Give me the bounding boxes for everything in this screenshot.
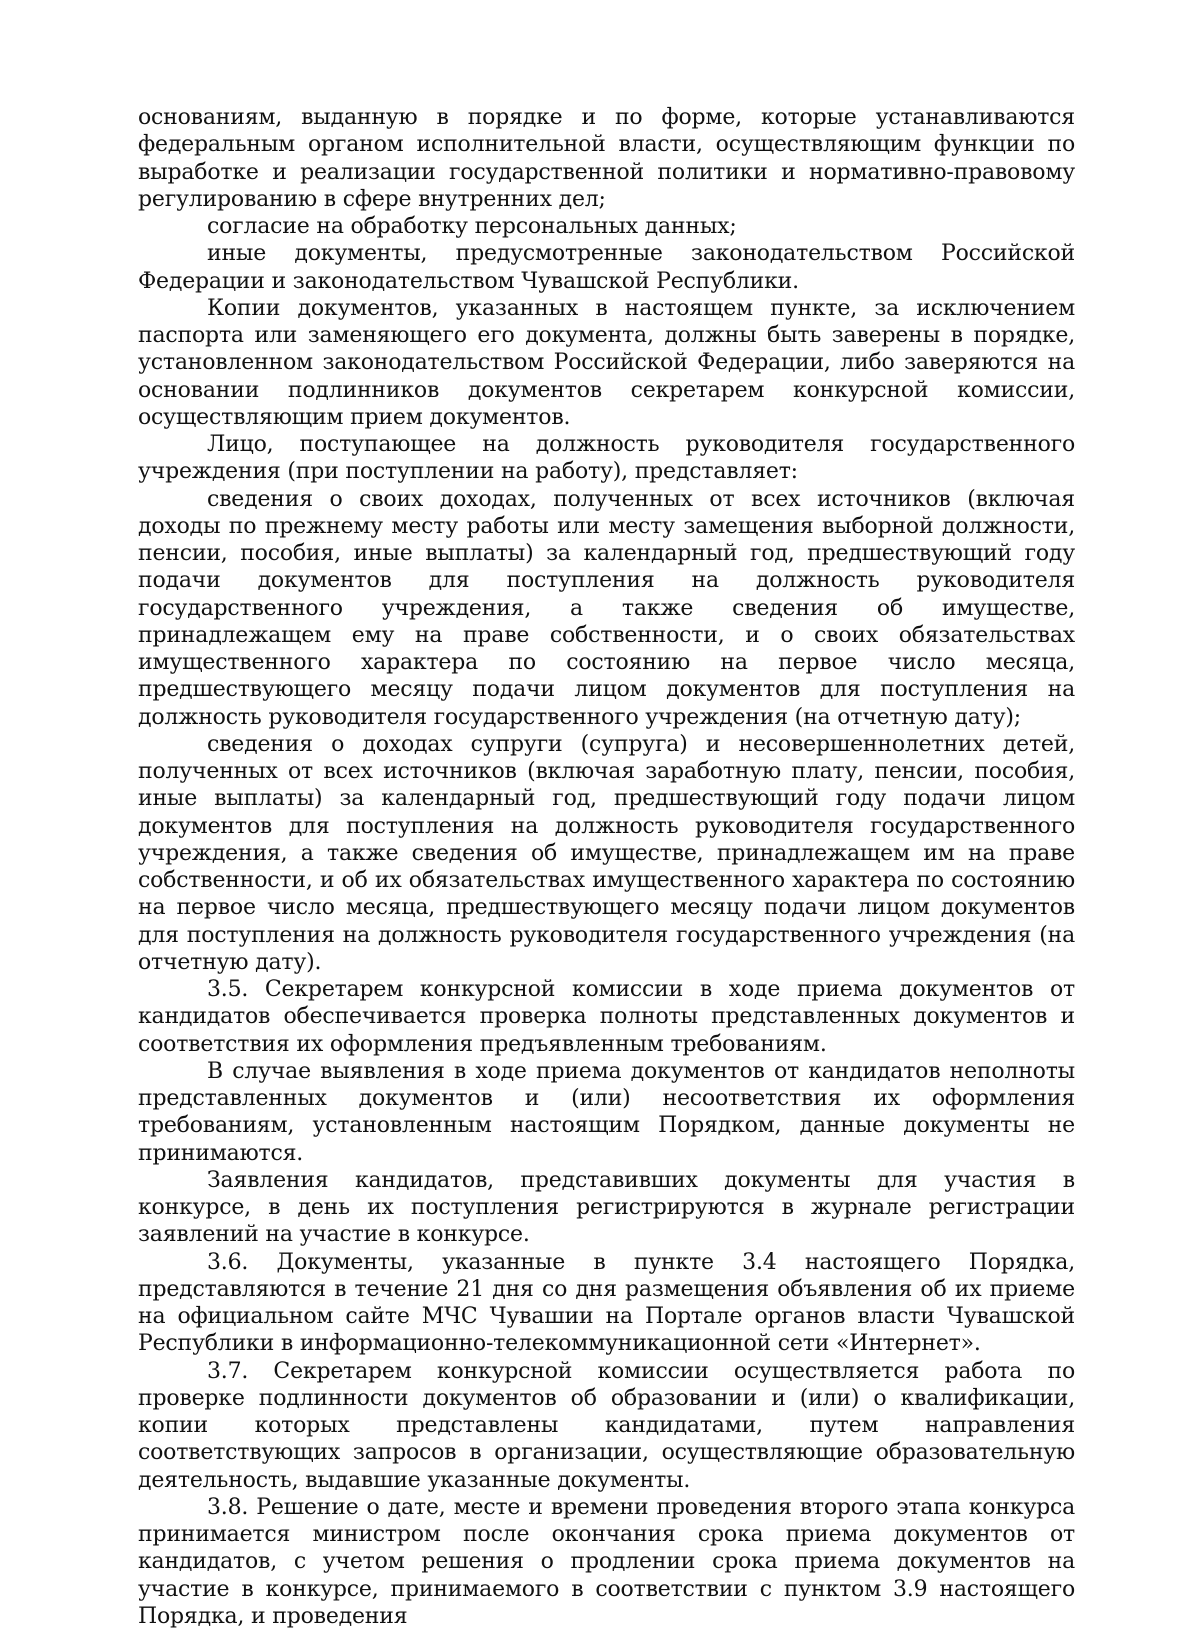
- paragraph-family-income: сведения о доходах супруги (супруга) и несовершеннолетних детей, полученных от всех источников (включая заработную плату, пенсии, пособия, иные выплаты) за календарный год, предшествующий году подачи лицом документов для поступления на должность руководителя государственного учреждения, а также сведения об имуществе, принадлежащем им на праве собственности, и об их обязательствах имущественного характера по состоянию на первое число месяца, предшествующего месяцу подачи лицом документов для поступления на должность руководителя государственного учреждения (на отчетную дату).: [138, 731, 1075, 975]
- paragraph-other-documents: иные документы, предусмотренные законодательством Российской Федерации и законодательством Чувашской Республики.: [138, 241, 1075, 294]
- paragraph-incomplete-documents: В случае выявления в ходе приема документов от кандидатов неполноты представленных документов и (или) несоответствия их оформления требованиям, установленным настоящим Порядком, данные документы не принимаются.: [138, 1058, 1075, 1166]
- paragraph-registration: Заявления кандидатов, представивших документы для участия в конкурсе, в день их поступления регистрируются в журнале регистрации заявлений на участие в конкурсе.: [138, 1167, 1075, 1248]
- paragraph-3-7: 3.7. Секретарем конкурсной комиссии осуществляется работа по проверке подлинности документов об образовании и (или) о квалификации, копии которых представлены кандидатами, путем направления соответствующих запросов в организации, осуществляющие образовательную деятельность, выдавшие указанные документы.: [138, 1358, 1075, 1493]
- paragraph-3-5: 3.5. Секретарем конкурсной комиссии в ходе приема документов от кандидатов обеспечивается проверка полноты представленных документов и соответствия их оформления предъявленным требованиям.: [138, 977, 1075, 1057]
- paragraph-3-8: 3.8. Решение о дате, месте и времени проведения второго этапа конкурса принимается министром после окончания срока приема документов от кандидатов, с учетом решения о продлении срока приема документов на участие в конкурсе, принимаемого в соответствии с пунктом 3.9 настоящего Порядка, и проведения: [138, 1494, 1075, 1629]
- paragraph-applicant-submits: Лицо, поступающее на должность руководителя государственного учреждения (при поступлении на работу), представляет:: [138, 432, 1075, 485]
- paragraph-copies: Копии документов, указанных в настоящем пункте, за исключением паспорта или заменяющего его документа, должны быть заверены в порядке, установленном законодательством Российской Федерации, либо заверяются на основании подлинников документов секретарем конкурсной комиссии, осуществляющим прием документов.: [138, 295, 1075, 430]
- paragraph-consent: согласие на обработку персональных данных;: [207, 214, 737, 239]
- paragraph-continuation: основаниям, выданную в порядке и по форме, которые устанавливаются федеральным органом исполнительной власти, осуществляющим функции по выработке и реализации государственной политики и нормативно-правовому регулированию в сфере внутренних дел;: [138, 105, 1075, 212]
- paragraph-3-6: 3.6. Документы, указанные в пункте 3.4 настоящего Порядка, представляются в течение 21 дня со дня размещения объявления об их приеме на официальном сайте МЧС Чувашии на Портале органов власти Чувашской Республики в информационно-телекоммуникационной сети «Интернет».: [138, 1249, 1075, 1357]
- paragraph-own-income: сведения о своих доходах, полученных от всех источников (включая доходы по прежнему месту работы или месту замещения выборной должности, пенсии, пособия, иные выплаты) за календарный год, предшествующий году подачи документов для поступления на должность руководителя государственного учреждения, а также сведения об имуществе, принадлежащем ему на праве собственности, и о своих обязательствах имущественного характера по состоянию на первое число месяца, предшествующего месяцу подачи лицом документов для поступления на должность руководителя государственного учреждения (на отчетную дату);: [138, 486, 1075, 730]
- document-page: [138, 104, 1075, 1630]
